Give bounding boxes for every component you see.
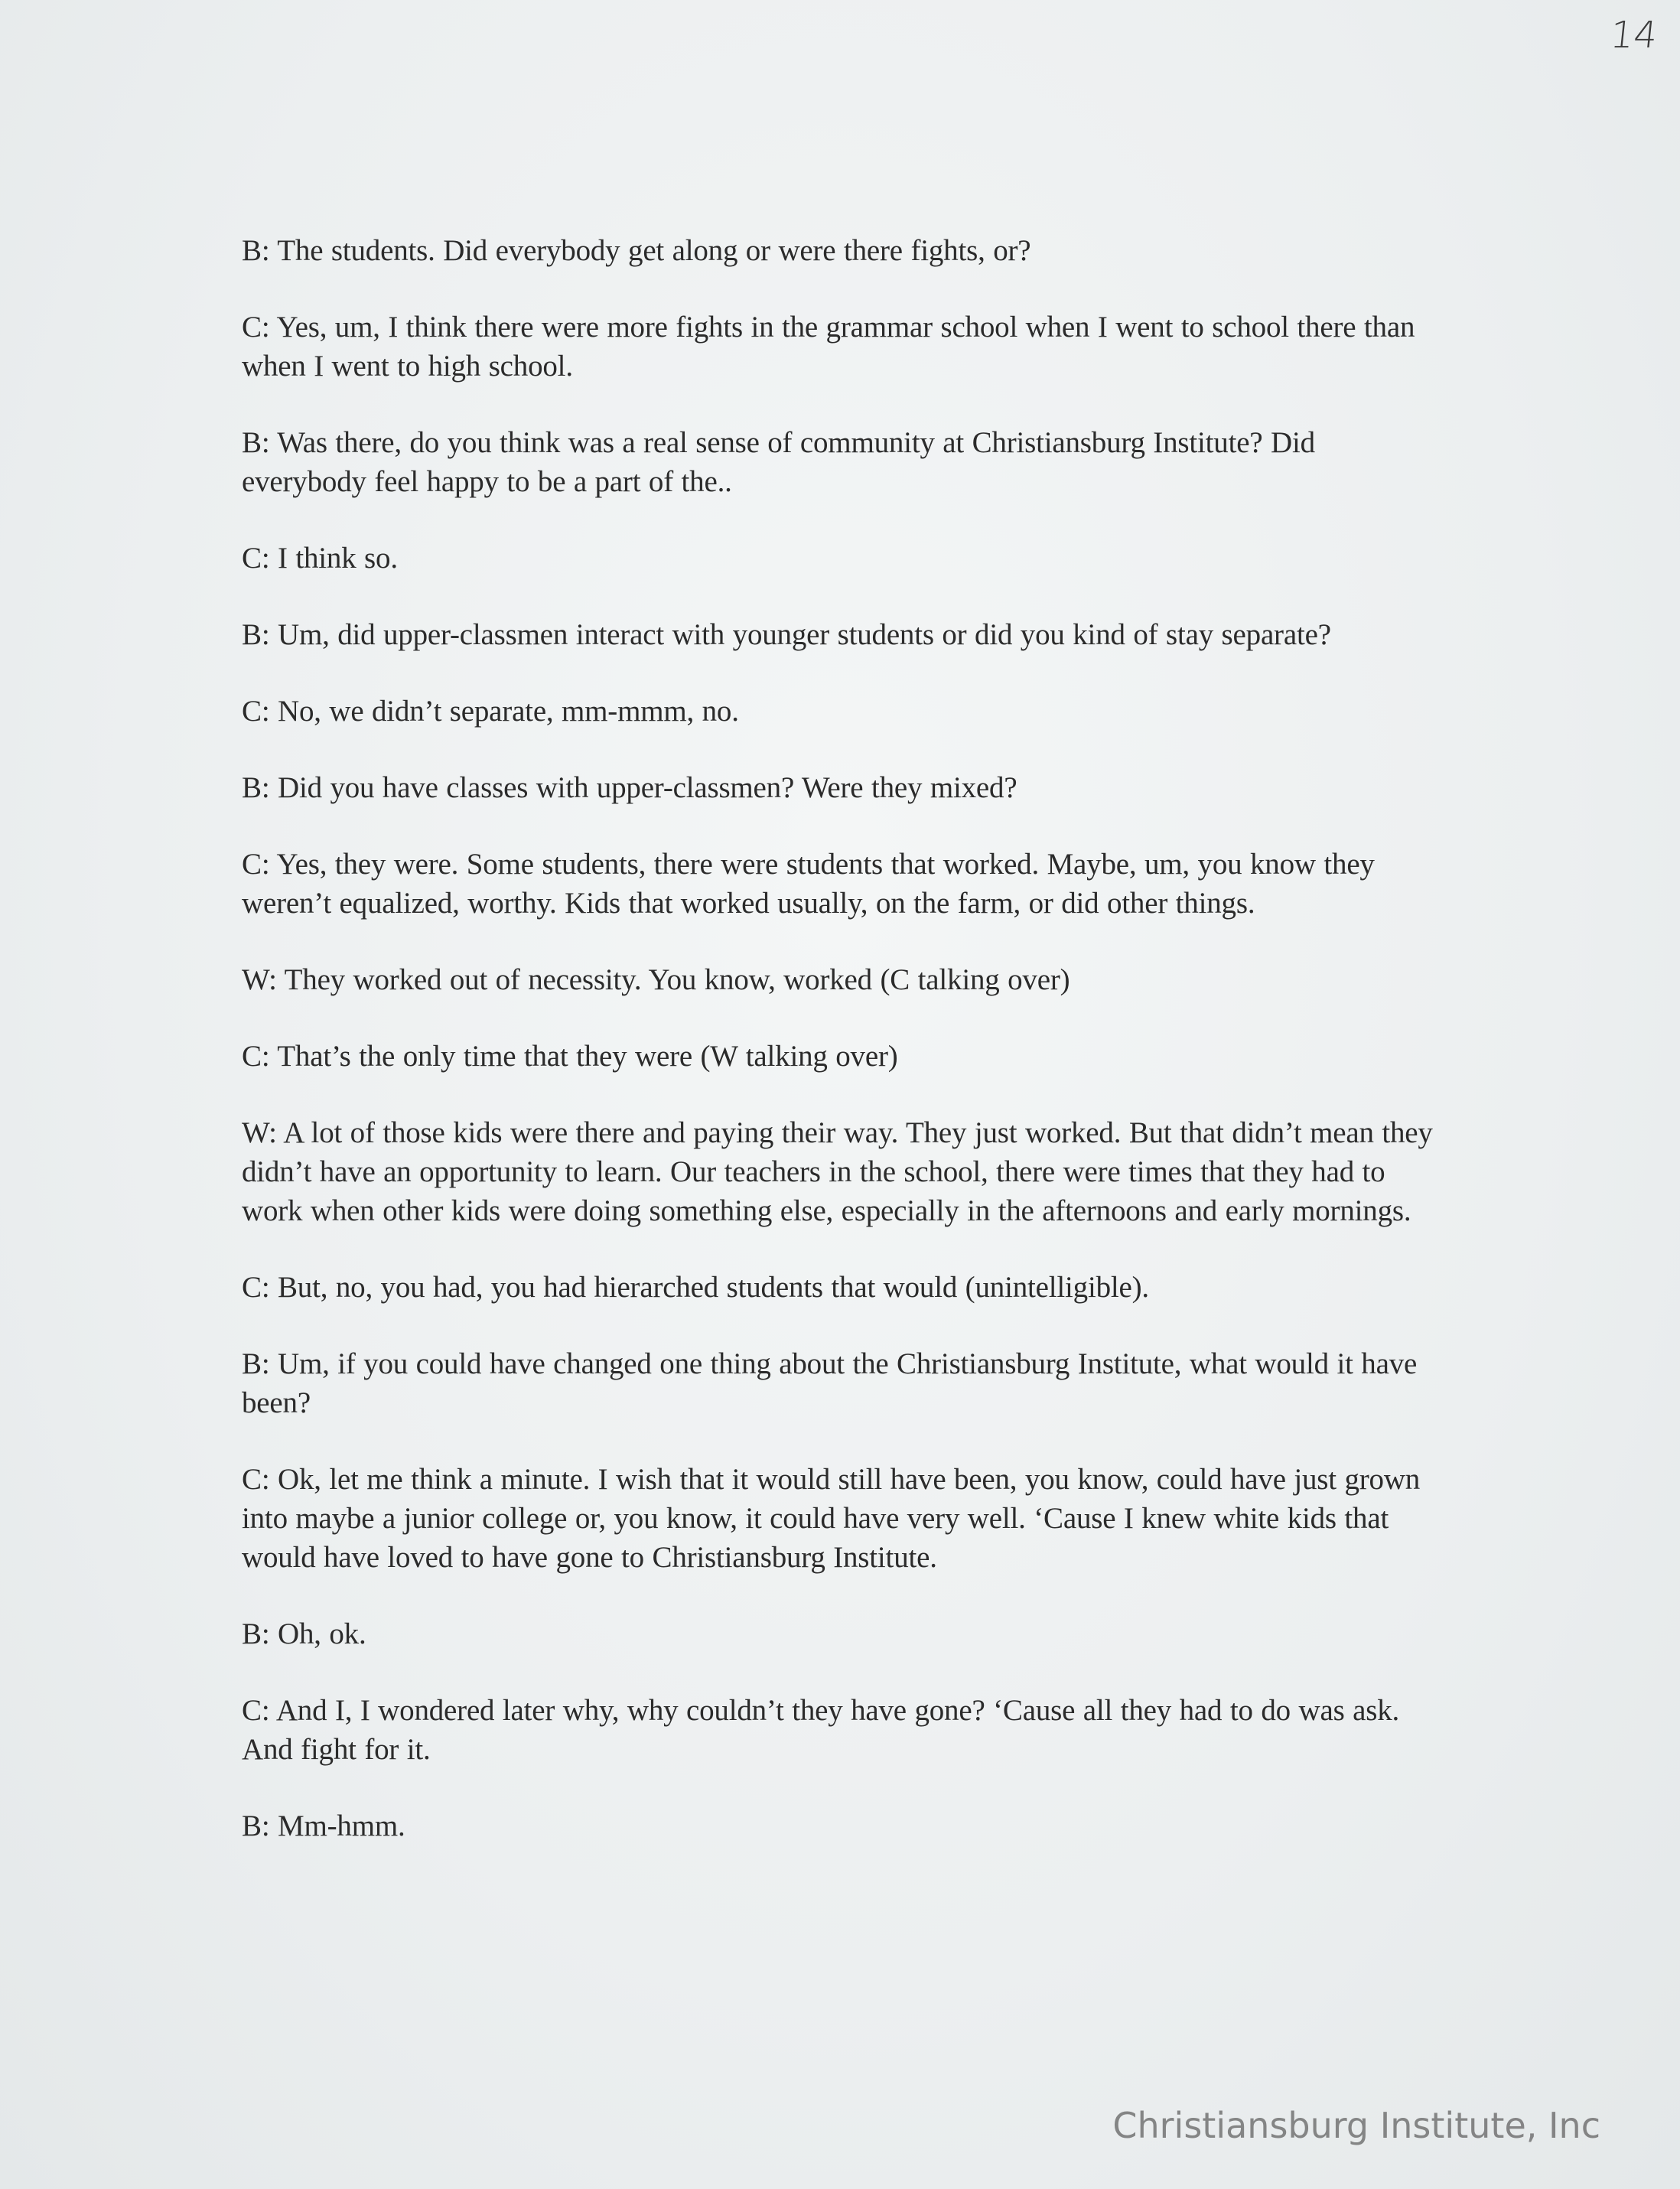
- transcript-paragraph: B: Um, did upper-classmen interact with younger students or did you kind of stay separate?: [242, 618, 1331, 651]
- transcript-paragraph: C: No, we didn’t separate, mm-mmm, no.: [242, 695, 739, 728]
- transcript-paragraph: W: A lot of those kids were there and paying their way. They just worked. But that didn’t mean they didn’t have an opportunity to learn. Our teachers in the school, there were times that they had to work when other kids were doing something else, especially in the afternoons and early mornings.: [242, 1116, 1433, 1227]
- transcript-paragraph: B: Oh, ok.: [242, 1617, 366, 1650]
- transcript-paragraph: B: Mm-hmm.: [242, 1810, 405, 1842]
- transcript-paragraph: C: That’s the only time that they were (W talking over): [242, 1040, 898, 1073]
- transcript-paragraph: B: The students. Did everybody get along or were there fights, or?: [242, 234, 1031, 267]
- transcript-paragraph: C: But, no, you had, you had hierarched students that would (unintelligible).: [242, 1271, 1149, 1304]
- transcript-paragraph: C: And I, I wondered later why, why couldn’t they have gone? ‘Cause all they had to do was ask. And fight for it.: [242, 1694, 1400, 1766]
- transcript-paragraph: B: Did you have classes with upper-classmen? Were they mixed?: [242, 771, 1017, 804]
- transcript-paragraph: C: Yes, um, I think there were more fights in the grammar school when I went to school there than when I went to high school.: [242, 311, 1415, 383]
- watermark-text: Christiansburg Institute, Inc: [1112, 2105, 1600, 2146]
- transcript-paragraph: B: Was there, do you think was a real sense of community at Christiansburg Institute? Did everybody feel happy to be a part of the..: [242, 426, 1315, 498]
- page-number: 14: [1607, 14, 1659, 57]
- transcript-paragraph: B: Um, if you could have changed one thing about the Christiansburg Institute, what would it have been?: [242, 1347, 1418, 1419]
- transcript-paragraph: C: I think so.: [242, 542, 398, 575]
- transcript-paragraph: C: Yes, they were. Some students, there were students that worked. Maybe, um, you know they weren’t equalized, worthy. Kids that worked usually, on the farm, or did other things.: [242, 848, 1375, 920]
- transcript-body: [242, 231, 1443, 1883]
- transcript-paragraph: W: They worked out of necessity. You know, worked (C talking over): [242, 963, 1070, 996]
- transcript-paragraph: C: Ok, let me think a minute. I wish that it would still have been, you know, could have just grown into maybe a junior college or, you know, it could have very well. ‘Cause I knew white kids that would have loved to have gone to Christiansburg Institute.: [242, 1463, 1421, 1574]
